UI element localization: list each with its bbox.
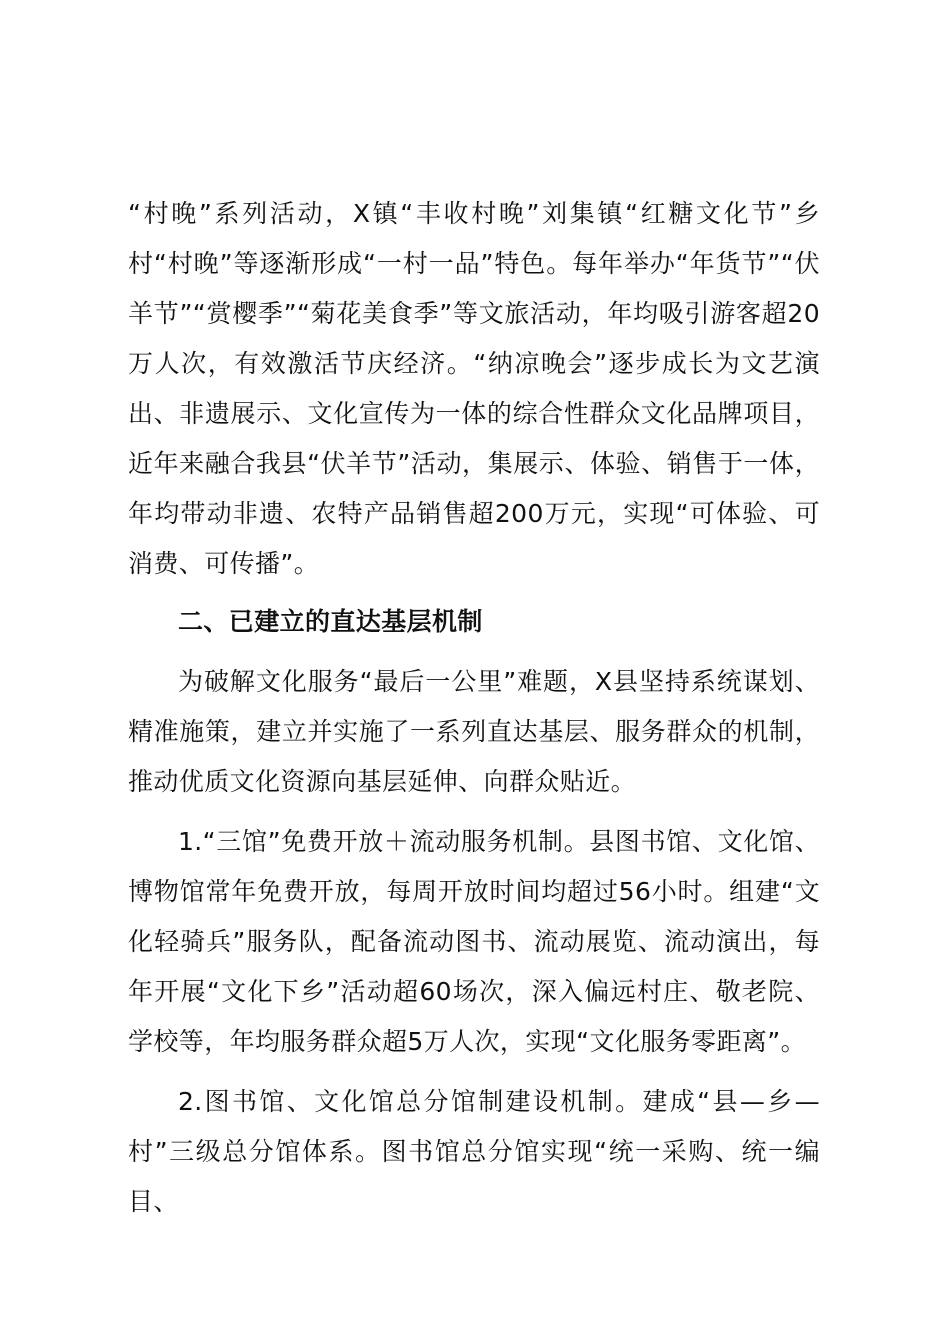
paragraph-village-gala-activities: “村晚”系列活动，X镇“丰收村晚”刘集镇“红糖文化节”乡村“村晚”等逐渐形成“一村一品”特色。每年举办“年货节”“伏羊节”“赏樱季”“菊花美食季”等文旅活动，年均吸引游客超20万人次，有效激活节庆经济。“纳凉晚会”逐步成长为文艺演出、非遗展示、文化宣传为一体的综合性群众文化品牌项目，近年来融合我县“伏羊节”活动，集展示、体验、销售于一体，年均带动非遗、农特产品销售超200万元，实现“可体验、可消费、可传播”。	[128, 199, 820, 578]
document-page	[128, 189, 820, 1227]
paragraph-item-1-free-opening: 1.“三馆”免费开放＋流动服务机制。县图书馆、文化馆、博物馆常年免费开放，每周开放时间均超过56小时。组建“文化轻骑兵”服务队，配备流动图书、流动展览、流动演出，每年开展“文化下乡”活动超60场次，深入偏远村庄、敬老院、学校等，年均服务群众超5万人次，实现“文化服务零距离”。	[128, 827, 820, 1056]
section-heading-grassroots-mechanisms: 二、已建立的直达基层机制	[178, 607, 483, 636]
paragraph-mechanism-intro: 为破解文化服务“最后一公里”难题，X县坚持系统谋划、精准施策，建立并实施了一系列直达基层、服务群众的机制，推动优质文化资源向基层延伸、向群众贴近。	[128, 667, 820, 796]
paragraph-item-2-branch-libraries: 2.图书馆、文化馆总分馆制建设机制。建成“县—乡—村”三级总分馆体系。图书馆总分馆实现“统一采购、统一编目、	[128, 1087, 820, 1216]
